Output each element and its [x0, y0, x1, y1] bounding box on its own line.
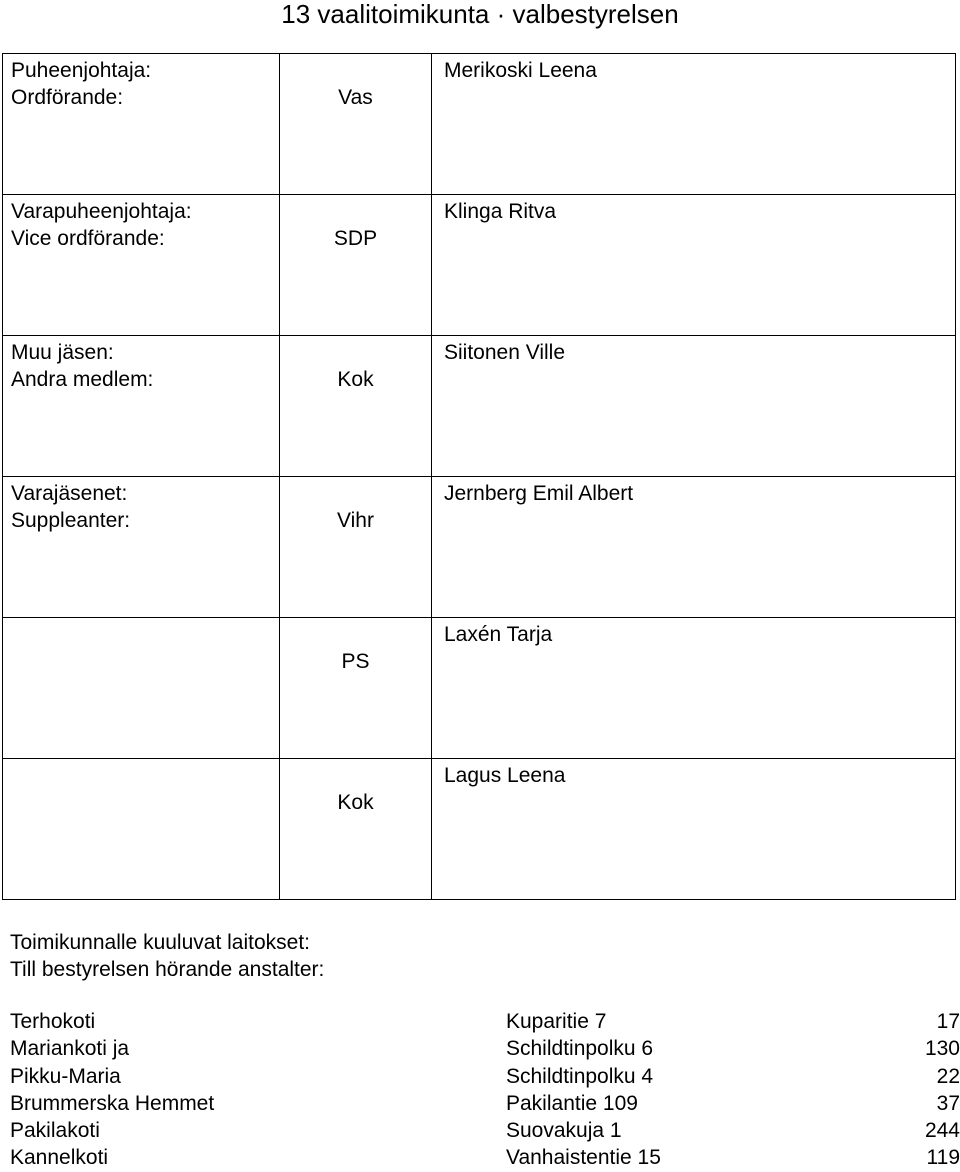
- party-label: Vihr: [337, 509, 374, 532]
- party-label: PS: [341, 650, 370, 673]
- institution-street: Schildtinpolku 4: [506, 1064, 654, 1088]
- institution-street: Kuparitie 7: [506, 1010, 607, 1033]
- board-members-table: [2, 53, 956, 900]
- role-cell: [3, 195, 280, 336]
- member-name: Laxén Tarja: [444, 623, 553, 646]
- member-name: Lagus Leena: [444, 764, 566, 787]
- list-item: [10, 1008, 960, 1035]
- role-label: [11, 57, 151, 111]
- institution-street: Pakilantie 109: [506, 1091, 638, 1115]
- institution-number: 130: [924, 1037, 960, 1061]
- institutions-heading-fi: Toimikunnalle kuuluvat laitokset:: [10, 931, 310, 954]
- party-cell: [280, 195, 432, 336]
- institution-number: 22: [936, 1064, 960, 1088]
- page-title: [0, 0, 960, 28]
- institution-name: Mariankoti ja: [10, 1037, 130, 1061]
- list-item: [10, 1063, 960, 1090]
- party-label: Kok: [337, 791, 374, 814]
- institution-street: Suovakuja 1: [506, 1119, 622, 1143]
- member-name: Merikoski Leena: [444, 59, 597, 82]
- role-label: [11, 198, 192, 252]
- member-name: Jernberg Emil Albert: [444, 482, 634, 505]
- institutions-heading: [10, 929, 324, 983]
- name-cell: [432, 477, 956, 618]
- role-cell: [3, 336, 280, 477]
- table-row: [3, 195, 956, 336]
- role-label-sv: Vice ordförande:: [11, 227, 165, 250]
- table-row: [3, 54, 956, 195]
- institutions-heading-sv: Till bestyrelsen hörande anstalter:: [10, 958, 325, 981]
- role-label: [11, 339, 153, 393]
- role-cell: [3, 759, 280, 900]
- institution-number: 17: [936, 1010, 960, 1033]
- party-cell: [280, 477, 432, 618]
- institution-name: Pakilakoti: [10, 1119, 100, 1143]
- list-item: [10, 1090, 960, 1117]
- role-label: [11, 480, 130, 534]
- name-cell: [432, 618, 956, 759]
- member-name: Siitonen Ville: [444, 341, 566, 364]
- role-label-sv: Ordförande:: [11, 86, 124, 109]
- name-cell: [432, 195, 956, 336]
- list-item: [10, 1035, 960, 1062]
- party-label: Kok: [337, 368, 374, 391]
- institution-number: 244: [924, 1119, 960, 1143]
- party-label: SDP: [333, 227, 378, 250]
- institution-name: Terhokoti: [10, 1010, 96, 1033]
- name-cell: [432, 336, 956, 477]
- institution-street: Vanhaistentie 15: [506, 1146, 661, 1170]
- party-cell: [280, 618, 432, 759]
- institution-name: Kannelkoti: [10, 1146, 109, 1170]
- party-cell: [280, 759, 432, 900]
- party-cell: [280, 336, 432, 477]
- name-cell: [432, 54, 956, 195]
- table-row: [3, 759, 956, 900]
- institutions-list: [10, 1008, 960, 1172]
- role-cell: [3, 477, 280, 618]
- name-cell: [432, 759, 956, 900]
- page-title-text: 13 vaalitoimikunta · valbestyrelsen: [281, 0, 679, 29]
- list-item: [10, 1144, 960, 1171]
- table-row: [3, 618, 956, 759]
- role-label-fi: Puheenjohtaja:: [11, 59, 152, 82]
- role-label-fi: Varapuheenjohtaja:: [11, 200, 192, 223]
- table-row: [3, 336, 956, 477]
- institution-name: Brummerska Hemmet: [10, 1091, 215, 1115]
- institution-name: Pikku-Maria: [10, 1064, 121, 1088]
- list-item: [10, 1117, 960, 1144]
- table-row: [3, 477, 956, 618]
- party-cell: [280, 54, 432, 195]
- role-cell: [3, 54, 280, 195]
- role-label-fi: Varajäsenet:: [11, 482, 128, 505]
- member-name: Klinga Ritva: [444, 200, 557, 223]
- party-label: Vas: [338, 86, 373, 109]
- institution-number: 119: [926, 1146, 960, 1170]
- institution-number: 37: [936, 1091, 960, 1115]
- role-cell: [3, 618, 280, 759]
- role-label-fi: Muu jäsen:: [11, 341, 114, 364]
- institution-street: Schildtinpolku 6: [506, 1037, 654, 1061]
- role-label-sv: Andra medlem:: [11, 368, 154, 391]
- role-label-sv: Suppleanter:: [11, 509, 131, 532]
